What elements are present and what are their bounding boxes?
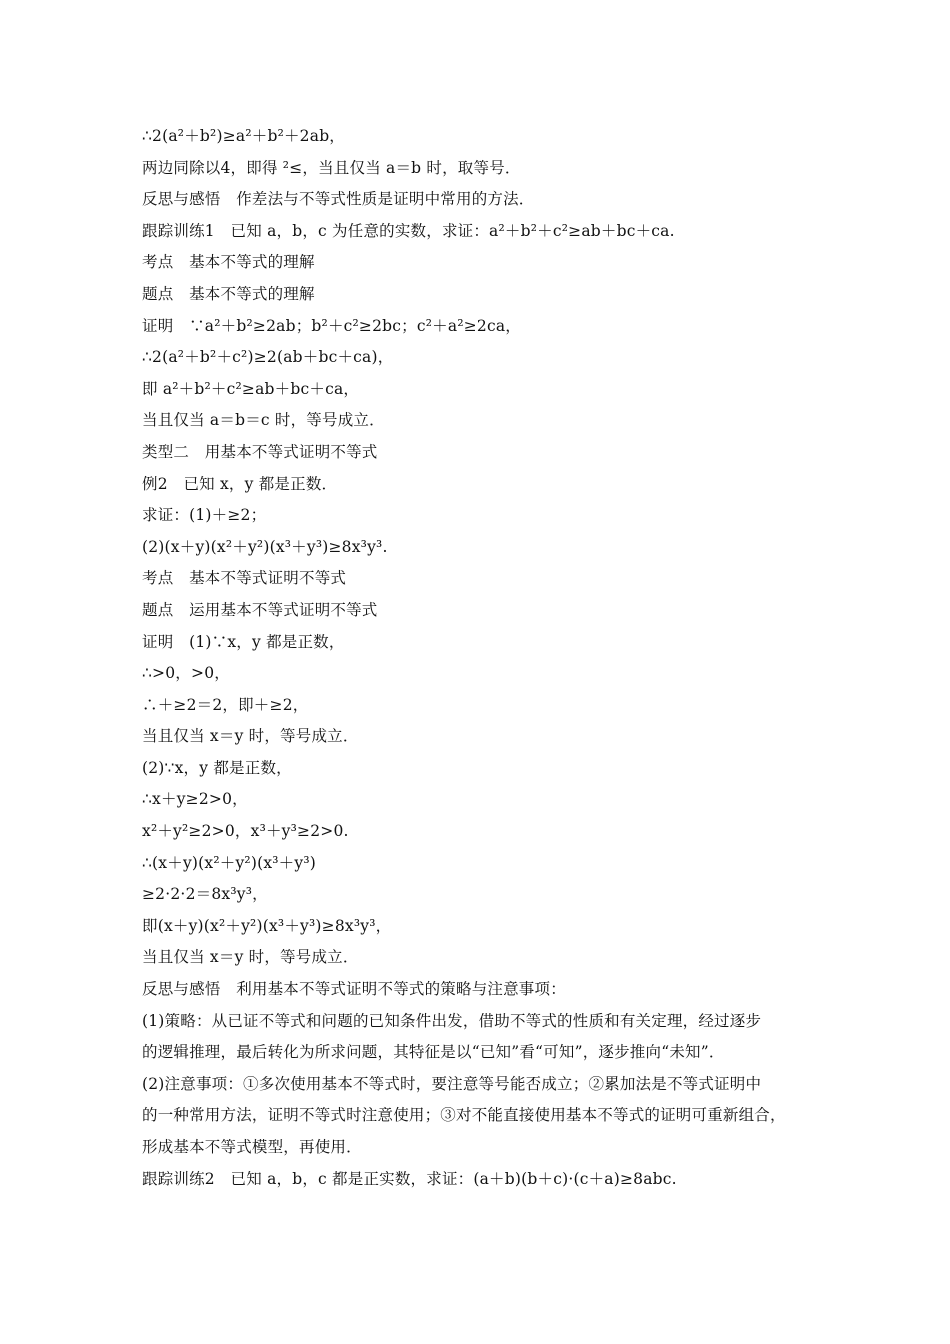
text-line: ∴＋≥2＝2，即＋≥2， — [142, 695, 309, 714]
text-line: 反思与感悟 利用基本不等式证明不等式的策略与注意事项： — [142, 980, 566, 999]
text-line: 题点 基本不等式的理解 — [142, 284, 315, 303]
text-line: 当且仅当 x＝y 时，等号成立． — [142, 948, 359, 967]
text-line: 即(x＋y)(x²＋y²)(x³＋y³)≥8x³y³， — [142, 916, 392, 935]
text-line: (1)策略：从已证不等式和问题的已知条件出发，借助不等式的性质和有关定理，经过逐步 — [142, 1011, 762, 1030]
text-line: ∴2(a²＋b²＋c²)≥2(ab＋bc＋ca)， — [142, 348, 394, 367]
text-line: 反思与感悟 作差法与不等式性质是证明中常用的方法． — [142, 190, 535, 209]
text-line: 形成基本不等式模型，再使用． — [142, 1138, 362, 1156]
text-line: (2)∵x，y 都是正数， — [142, 758, 292, 777]
text-line: 两边同除以4，即得 ²≤，当且仅当 a＝b 时，取等号． — [142, 158, 521, 177]
text-line: 考点 基本不等式的理解 — [142, 253, 315, 272]
text-line: 证明 ∵a²＋b²≥2ab；b²＋c²≥2bc；c²＋a²≥2ca， — [142, 316, 522, 335]
text-line: ≥2·2·2＝8x³y³， — [142, 885, 268, 904]
text-line: ∴x＋y≥2>0， — [142, 790, 248, 809]
text-line: 的一种常用方法，证明不等式时注意使用；③对不能直接使用基本不等式的证明可重新组合， — [142, 1106, 786, 1125]
text-line: 证明 (1)∵x，y 都是正数， — [142, 632, 345, 651]
text-line: 题点 运用基本不等式证明不等式 — [142, 600, 378, 619]
text-line: 例2 已知 x，y 都是正数． — [142, 474, 338, 493]
text-line: 跟踪训练2 已知 a，b，c 都是正实数，求证：(a＋b)(b＋c)·(c＋a)≥8abc. — [142, 1169, 677, 1188]
text-line: (2)(x＋y)(x²＋y²)(x³＋y³)≥8x³y³. — [142, 537, 388, 556]
text-line: 当且仅当 a＝b＝c 时，等号成立． — [142, 411, 385, 430]
text-line: ∴2(a²＋b²)≥a²＋b²＋2ab， — [142, 127, 346, 145]
text-line: (2)注意事项：①多次使用基本不等式时，要注意等号能否成立；②累加法是不等式证明中 — [142, 1074, 762, 1093]
text-line: 跟踪训练1 已知 a，b，c 为任意的实数，求证：a²＋b²＋c²≥ab＋bc＋ca. — [142, 221, 675, 240]
text-line: 类型二 用基本不等式证明不等式 — [142, 442, 378, 461]
text-line: x²＋y²≥2>0，x³＋y³≥2>0. — [142, 822, 349, 841]
text-line: 当且仅当 x＝y 时，等号成立． — [142, 727, 359, 746]
text-line: 的逻辑推理，最后转化为所求问题，其特征是以“已知”看“可知”，逐步推向“未知”． — [142, 1043, 725, 1062]
text-line: 考点 基本不等式证明不等式 — [142, 569, 347, 588]
text-line: ∴>0，>0， — [142, 664, 230, 683]
text-line: ∴(x＋y)(x²＋y²)(x³＋y³) — [142, 853, 316, 872]
text-line: 即 a²＋b²＋c²≥ab＋bc＋ca， — [142, 379, 360, 398]
text-line: 求证：(1)＋≥2； — [142, 506, 267, 525]
document-body — [142, 121, 822, 1195]
